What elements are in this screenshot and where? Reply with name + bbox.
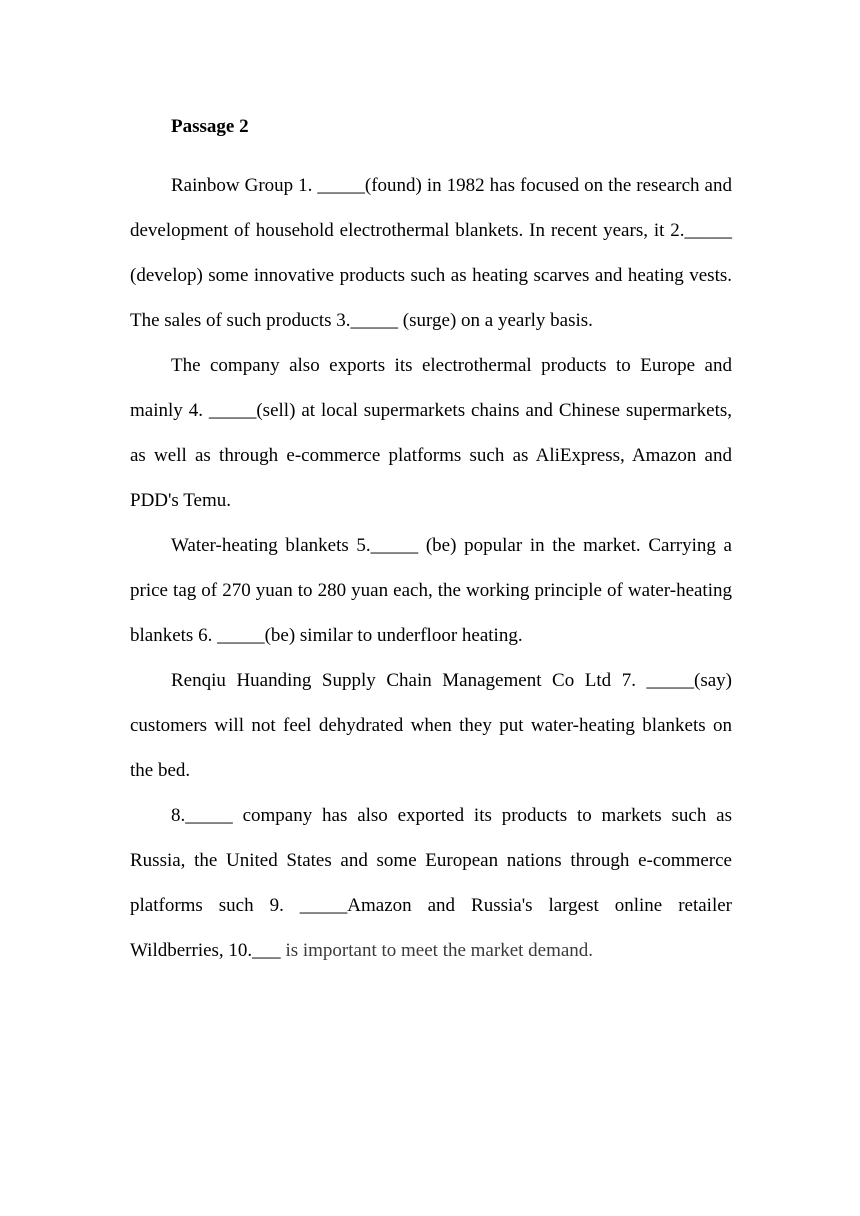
paragraph-4: Renqiu Huanding Supply Chain Management Co Ltd 7. _____(say) customers will not feel dehydrated when they put water-heating blankets on the bed. [130, 670, 732, 781]
paragraph-5-main: 8._____ company has also exported its products to markets such as Russia, the United States and some European nations through e-commerce platforms such 9. _____Amazon and Russia's largest online retailer Wildberries, 10.___ [130, 805, 732, 961]
passage-title: Passage 2 [171, 116, 249, 137]
paragraph-5 [130, 793, 732, 973]
paragraph-5-tail: is important to meet the market demand. [285, 940, 594, 961]
paragraph-2: The company also exports its electrothermal products to Europe and mainly 4. _____(sell) at local supermarkets chains and Chinese supermarkets, as well as through e-commerce platforms such as AliExpress, Amazon and PDD's Temu. [130, 355, 732, 511]
passage-body [130, 113, 732, 973]
paragraph-3: Water-heating blankets 5._____ (be) popular in the market. Carrying a price tag of 270 yuan to 280 yuan each, the working principle of water-heating blankets 6. _____(be) similar to underfloor heating. [130, 535, 732, 646]
paragraph-1: Rainbow Group 1. _____(found) in 1982 has focused on the research and development of household electrothermal blankets. In recent years, it 2._____ (develop) some innovative products such as heating scarves and heating vests. The sales of such products 3._____ (surge) on a yearly basis. [130, 175, 732, 331]
